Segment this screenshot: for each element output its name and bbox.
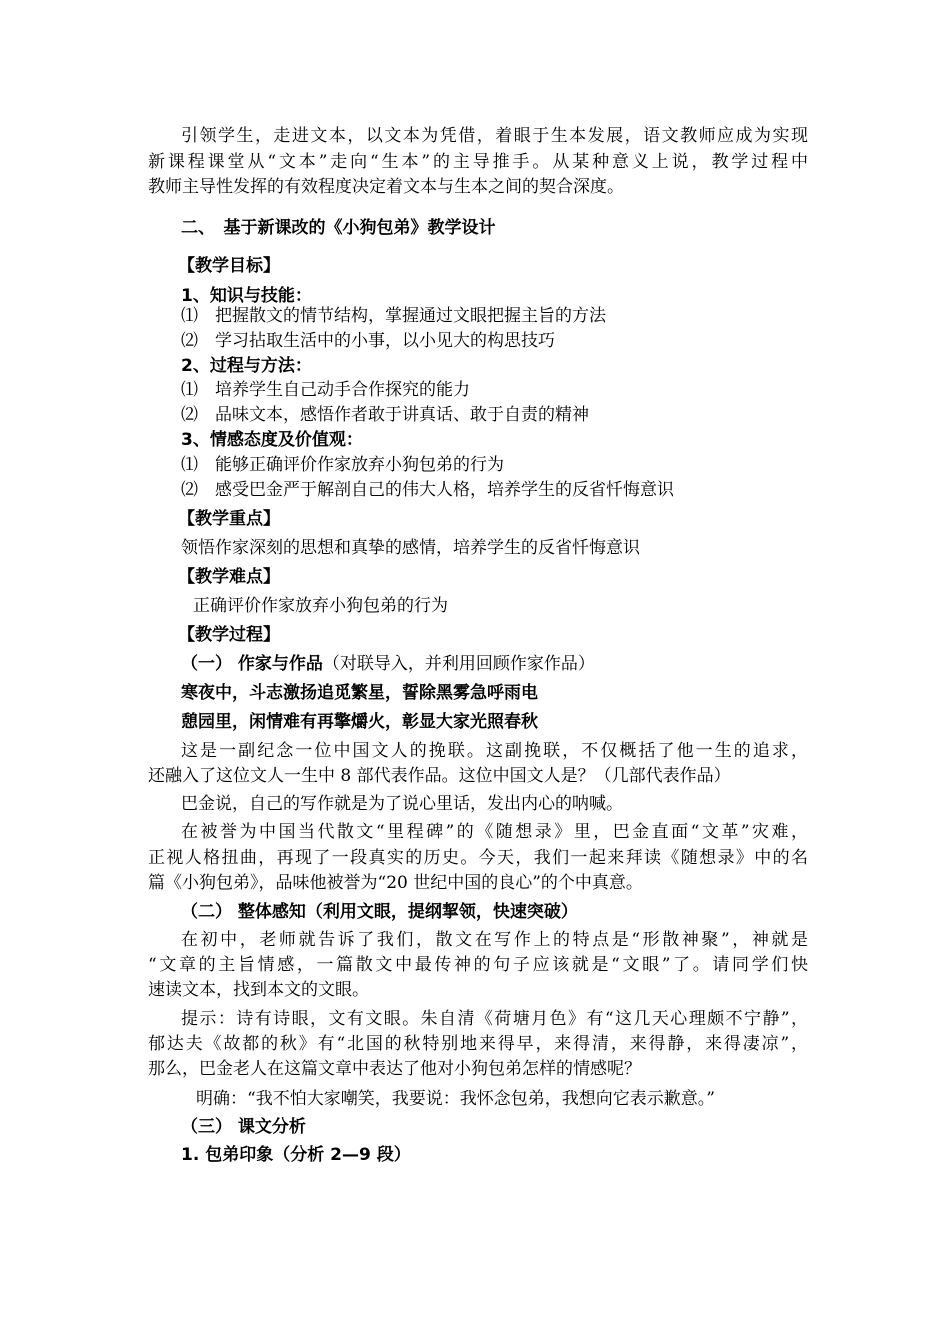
goals-heading: 【教学目标】 — [178, 256, 280, 276]
part1-title: （一） 作家与作品 — [181, 654, 323, 674]
goal3-item-1: ⑴ 能够正确评价作家放弃小狗包弟的行为 — [181, 455, 504, 475]
goal1-heading: 1、知识与技能： — [181, 286, 312, 306]
para-eye-line-2: “文章的主旨情感，一篇散文中最传神的句子应该就是“文眼”了。请同学们快 — [148, 955, 808, 975]
part1-heading — [181, 652, 841, 676]
process-heading: 【教学过程】 — [178, 625, 280, 645]
para-record-line-3: 篇《小狗包弟》，品味他被誉为“20 世纪中国的良心”的个中真意。 — [148, 873, 643, 893]
goal1-item-2: ⑵ 学习拈取生活中的小事，以小见大的构思技巧 — [181, 331, 555, 351]
para-couplet-line-2: 还融入了这位文人一生中 8 部代表作品。这位中国文人是？（几部代表作品） — [148, 766, 731, 786]
part2-title: （二） 整体感知（利用文眼，提纲挈领，快速突破） — [181, 902, 578, 922]
key-heading: 【教学重点】 — [178, 509, 280, 529]
intro-line-3: 教师主导性发挥的有效程度决定着文本与生本之间的契合深度。 — [148, 177, 624, 197]
difficult-text: 正确评价作家放弃小狗包弟的行为 — [193, 596, 448, 616]
para-bajin: 巴金说，自己的写作就是为了说心里话，发出内心的呐喊。 — [181, 794, 623, 814]
goal2-heading: 2、过程与方法： — [181, 356, 312, 376]
intro-line-2: 新课程课堂从“文本”走向“生本”的主导推手。从某种意义上说，教学过程中 — [148, 152, 808, 172]
couplet-line-1: 寒夜中，斗志激扬追觅繁星，誓除黑雾急呼雨电 — [181, 683, 538, 703]
part1-note: （对联导入，并利用回顾作家作品） — [322, 654, 595, 674]
para-hint-line-3: 那么，巴金老人在这篇文章中表达了他对小狗包弟怎样的情感呢？ — [148, 1059, 641, 1079]
sub1-title: 1. 包弟印象（分析 2—9 段） — [181, 1145, 411, 1165]
para-eye-line-3: 速读文本，找到本文的文眼。 — [148, 980, 369, 1000]
goal3-item-2: ⑵ 感受巴金严于解剖自己的伟大人格，培养学生的反省忏悔意识 — [181, 480, 674, 500]
para-record-line-1: 在被誉为中国当代散文“里程碑”的《随想录》里，巴金直面“文革”灾难， — [181, 822, 808, 842]
couplet-line-2: 憩园里，闲情难有再擎爝火，彰显大家光照春秋 — [181, 712, 538, 732]
para-record-line-2: 正视人格扭曲，再现了一段真实的历史。今天，我们一起来拜读《随想录》中的名 — [148, 848, 808, 868]
para-hint-line-2: 郁达夫《故都的秋》有“北国的秋特别地来得早，来得清，来得静，来得凄凉”， — [148, 1034, 808, 1054]
goal2-item-2: ⑵ 品味文本，感悟作者敢于讲真话、敢于自责的精神 — [181, 405, 589, 425]
intro-line-1: 引领学生，走进文本，以文本为凭借，着眼于生本发展，语文教师应成为实现 — [181, 126, 808, 146]
goal1-item-1: ⑴ 把握散文的情节结构，掌握通过文眼把握主旨的方法 — [181, 306, 606, 326]
para-couplet-line-1: 这是一副纪念一位中国文人的挽联。这副挽联，不仅概括了他一生的追求， — [181, 741, 808, 761]
section-title: 二、 基于新课改的《小狗包弟》教学设计 — [181, 218, 496, 238]
para-eye-line-1: 在初中，老师就告诉了我们，散文在写作上的特点是“形散神聚”，神就是 — [181, 930, 808, 950]
key-text: 领悟作家深刻的思想和真挚的感情，培养学生的反省忏悔意识 — [181, 538, 640, 558]
difficult-heading: 【教学难点】 — [178, 567, 280, 587]
goal2-item-1: ⑴ 培养学生自己动手合作探究的能力 — [181, 380, 470, 400]
para-clear: 明确：“我不怕大家嘲笑，我要说：我怀念包弟，我想向它表示歉意。” — [196, 1089, 715, 1109]
goal3-heading: 3、情感态度及价值观： — [181, 430, 363, 450]
part3-title: （三） 课文分析 — [181, 1117, 306, 1137]
para-hint-line-1: 提示：诗有诗眼，文有文眼。朱自清《荷塘月色》有“这几天心理颇不宁静”， — [181, 1009, 808, 1029]
